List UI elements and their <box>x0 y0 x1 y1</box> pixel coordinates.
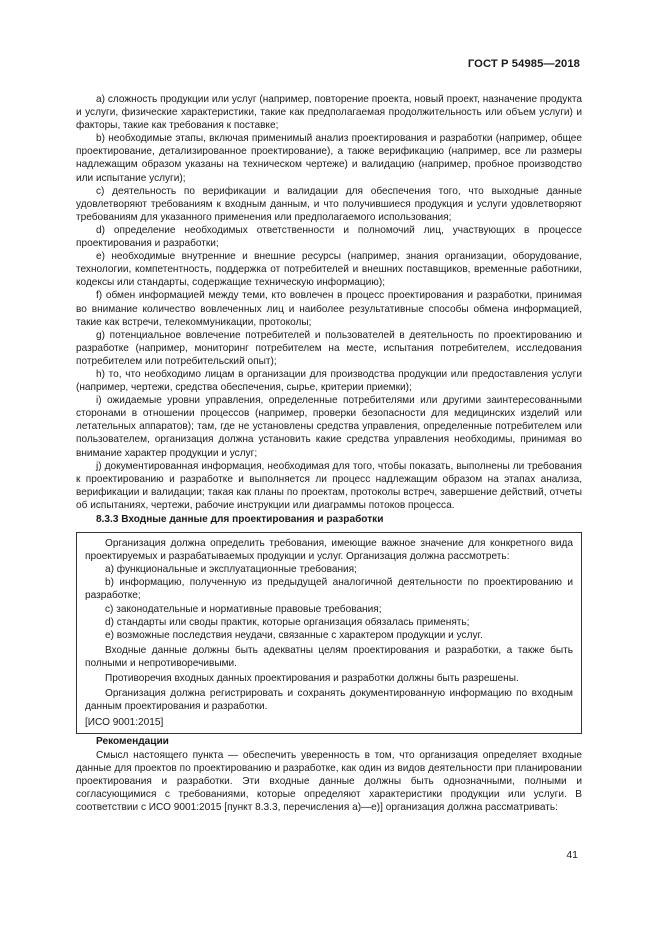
recommendations-heading: Рекомендации <box>96 736 169 748</box>
list-item-j: j) документированная информация, необходимая для того, чтобы показать, выполнены ли требования к проектированию и разработке и выполняется ли процесс надлежащим образом на этапах анализа, верификации и валидации; такая как планы по проектам, протоколы встреч, завершение действий, отчеты об испытаниях, чертежи, рабочие инструкции или диаграммы потоков процесса. <box>76 460 582 511</box>
document-header: ГОСТ Р 54985—2018 <box>467 58 580 70</box>
box-paragraph: Входные данные должны быть адекватны целям проектирования и разработки, а также быть полными и непротиворечивыми. <box>85 644 573 669</box>
box-item-c: c) законодательные и нормативные правовые требования; <box>105 603 382 615</box>
list-item-e: e) необходимые внутренние и внешние ресурсы (например, знания организации, оборудование, технологии, компетентность, поддержка от потребителей и внешних поставщиков, временные работники, кодексы или стандарты, содержащие техническую информацию); <box>76 251 582 289</box>
list-item-g: g) потенциальное вовлечение потребителей и пользователей в деятельность по проектированию и разработке (например, мониторинг потребителем на месте, испытания потребителем, исследования потребителем или потребительский опыт); <box>76 329 582 367</box>
list-item-f: f) обмен информацией между теми, кто вовлечен в процесс проектирования и разработки, принимая во внимание количество вовлеченных лиц и наиболее результативные способы обмена информацией, такие как встречи, телекоммуникации, протоколы; <box>76 290 582 328</box>
recommendations-text: Смысл настоящего пункта — обеспечить уверенность в том, что организация определяет входные данные для проектов по проектированию и разработке, как один из видов деятельности при планировании проектирования и разработки. Эти входные данные должны быть однозначными, полными и согласующимися с требованиями, которые определяют характеристики продукции или услуги. В соответствии с ИСО 9001:2015 [пункт 8.3.3, перечисления а)—е)] организация должна рассматривать: <box>76 749 582 813</box>
box-item-e: e) возможные последствия неудачи, связанные с характером продукции и услуг. <box>105 629 483 641</box>
box-paragraph: Организация должна регистрировать и сохранять документированную информацию по входным данным проектирования и разработки. <box>85 688 573 713</box>
box-intro: Организация должна определить требования, имеющие важное значение для конкретного вида проектируемых и разрабатываемых продукции и услуг. Организация должна рассмотреть: <box>85 538 573 563</box>
list-item-d: d) определение необходимых ответственности и полномочий лиц, участвующих в процессе проектирования и разработки; <box>76 224 582 250</box>
box-item-b: b) информацию, полученную из предыдущей аналогичной деятельности по проектированию и разработке; <box>85 577 573 602</box>
list-item-b: b) необходимые этапы, включая применимый анализ проектирования и разработки (например, общее проектирование, детализированное проектирование), а также верификацию (например, все ли размеры надлежащим образом указаны на техническом чертеже) и валидацию (например, пробное производство или испытание услуги); <box>76 133 582 184</box>
box-item-a: a) функциональные и эксплуатационные требования; <box>105 564 357 576</box>
page-number: 41 <box>566 849 578 861</box>
standard-quote-box <box>76 532 582 734</box>
page-content <box>76 93 582 814</box>
section-heading: 8.3.3 Входные данные для проектирования и разработки <box>96 514 384 525</box>
box-reference: [ИСО 9001:2015] <box>85 717 164 729</box>
list-item-c: c) деятельность по верификации и валидации для обеспечения того, что выходные данные удовлетворяют требованиям к входным данным, и что получившиеся продукция и услуги удовлетворяют требованиям для указанного применения или предполагаемого использования; <box>76 185 582 223</box>
list-item-i: i) ожидаемые уровни управления, определенные потребителями или другими заинтересованными сторонами в отношении процессов (например, проверки безопасности для медицинских изделий или летательных аппаратов); там, где не установлены средства управления, определенные потребителем или пользователем, организация должна установить какие средства управления необходимы, принимая во внимание характер продукции и услуг; <box>76 395 582 459</box>
list-item-a: a) сложность продукции или услуг (например, повторение проекта, новый проект, назначение продукта и услуги, физические характеристики, такие как предполагаемая продолжительность или объем услуги) и факторы, такие как требования к поставке; <box>76 94 582 132</box>
list-item-h: h) то, что необходимо лицам в организации для производства продукции или предоставления услуги (например, чертежи, средства обеспечения, сырье, критерии приемки); <box>76 368 582 394</box>
box-paragraph: Противоречия входных данных проектирования и разработки должны быть разрешены. <box>105 673 519 685</box>
box-item-d: d) стандарты или своды практик, которые организация обязалась применять; <box>105 616 470 628</box>
